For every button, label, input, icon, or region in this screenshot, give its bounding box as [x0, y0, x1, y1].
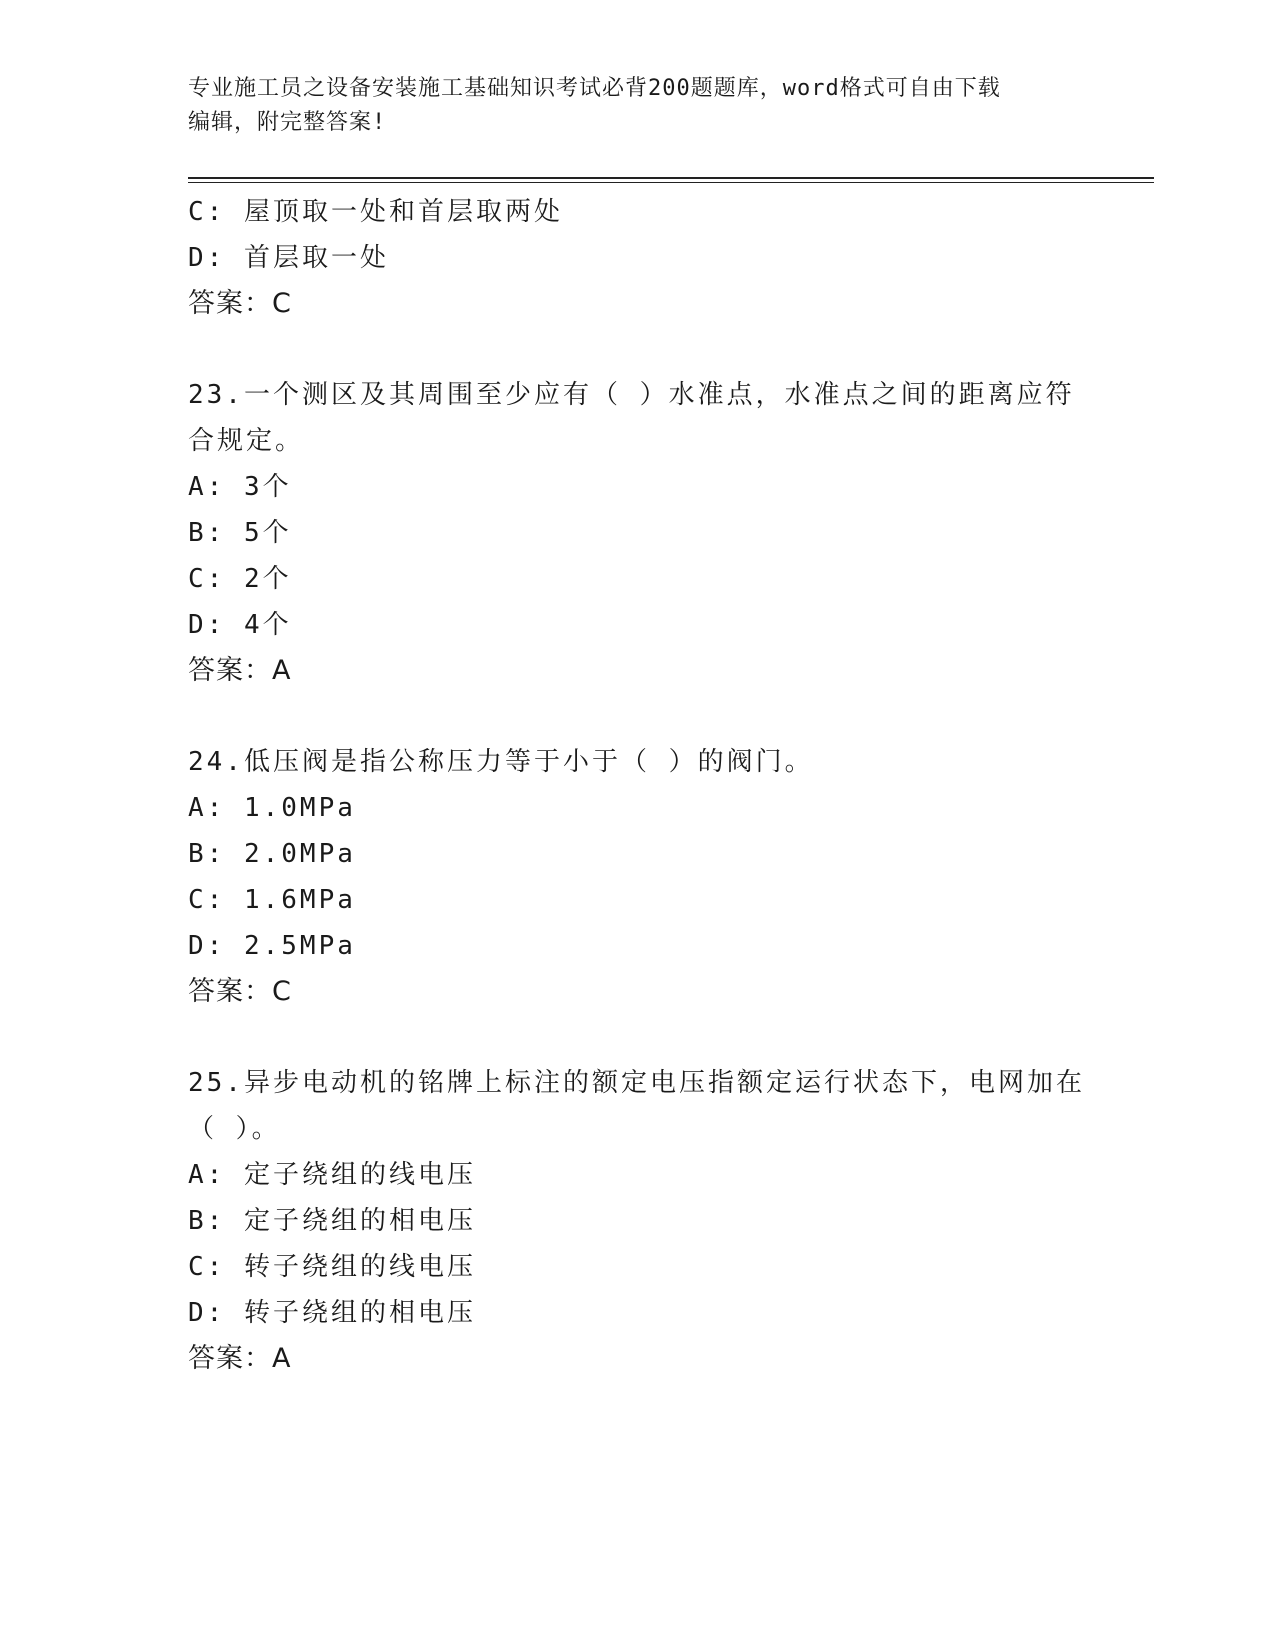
option-b: B: 定子绕组的相电压: [188, 1206, 476, 1236]
header-title-line-2: 编辑，附完整答案!: [188, 110, 387, 135]
header-rule-thick: [188, 177, 1154, 179]
option-d: D: 4个: [188, 610, 292, 640]
answer-line: 答案：A: [188, 655, 292, 686]
question-stem: 23.一个测区及其周围至少应有（ ）水准点，水准点之间的距离应符: [188, 380, 1075, 410]
question-22-tail: [188, 189, 1088, 327]
question-list: [188, 189, 1088, 1382]
question-stem-continued: （ ）。: [188, 1114, 281, 1144]
option-c: C: 2个: [188, 564, 292, 594]
header-title-line-1: 专业施工员之设备安装施工基础知识考试必背200题题库，word格式可自由下载: [188, 76, 1001, 101]
document-header: [188, 72, 1088, 140]
option-c: C: 转子绕组的线电压: [188, 1252, 476, 1282]
question-25: [188, 1060, 1088, 1382]
option-a: A: 3个: [188, 472, 292, 502]
option-d: D: 首层取一处: [188, 243, 389, 273]
option-c: C: 1.6MPa: [188, 885, 356, 915]
option-d: D: 转子绕组的相电压: [188, 1298, 476, 1328]
question-23: [188, 372, 1088, 694]
option-b: B: 2.0MPa: [188, 839, 356, 869]
option-b: B: 5个: [188, 518, 292, 548]
option-d: D: 2.5MPa: [188, 931, 356, 961]
option-a: A: 1.0MPa: [188, 793, 356, 823]
question-stem: 24.低压阀是指公称压力等于小于（ ）的阀门。: [188, 747, 814, 777]
answer-line: 答案：A: [188, 1343, 292, 1374]
question-24: [188, 739, 1088, 1015]
answer-line: 答案：C: [188, 976, 292, 1007]
answer-line: 答案：C: [188, 288, 292, 319]
option-c: C: 屋顶取一处和首层取两处: [188, 197, 563, 227]
header-rule-thin: [188, 182, 1154, 183]
option-a: A: 定子绕组的线电压: [188, 1160, 476, 1190]
question-stem-continued: 合规定。: [188, 426, 305, 456]
question-stem: 25.异步电动机的铭牌上标注的额定电压指额定运行状态下，电网加在: [188, 1068, 1085, 1098]
